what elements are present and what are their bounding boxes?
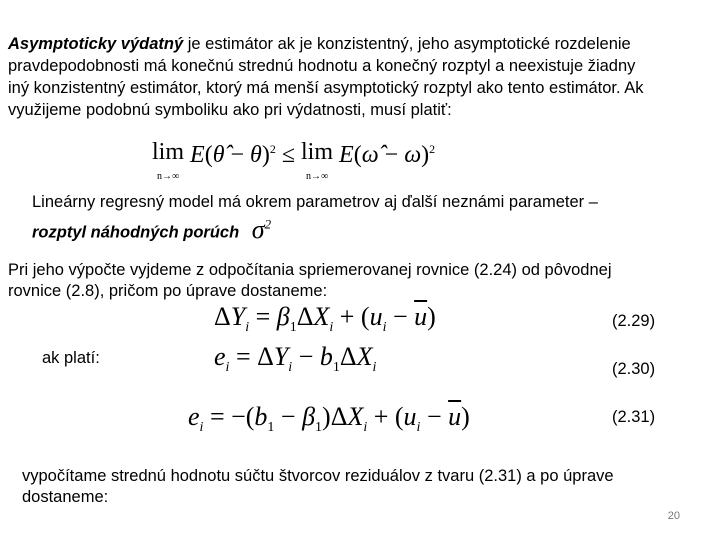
- para2-line2: [32, 213, 271, 244]
- equation-number-2-31: (2.31): [612, 408, 656, 426]
- para2-line1: Lineárny regresný model má okrem parametrov aj ďalší neznámi parameter –: [32, 193, 598, 211]
- equation-2-31: $e_i = -(b_1 - \beta_1)\Delta X_i + (u_i - \overline{u})$: [188, 402, 470, 435]
- para4-line2: dostaneme:: [22, 488, 109, 506]
- para1-line1: Asymptoticky výdatný je estimátor ak je konzistentný, jeho asymptotické rozdelenie: [8, 35, 631, 53]
- equation-2-30: $e_i = \Delta Y_i - b_1\Delta X_i$: [214, 342, 377, 375]
- para4-line1: vypočítame strednú hodnotu súčtu štvorcov reziduálov z tvaru (2.31) a po úprave: [22, 467, 614, 485]
- sigma-symbol: $\sigma^2$: [251, 214, 272, 244]
- para3-line2: rovnice (2.8), pričom po úprave dostaneme:: [8, 282, 328, 300]
- equation-number-2-29: (2.29): [612, 312, 656, 330]
- para1-line3: iný konzistentný estimátor, ktorý má menší asymptotický rozptyl ako tento estimátor. Ak: [8, 79, 644, 97]
- equation-2-29: $\Delta Y_i = \beta_1\Delta X_i + (u_i - \overline{u})$: [214, 302, 436, 335]
- term-disturbance-variance: rozptyl náhodných porúch: [32, 223, 240, 242]
- para1-line4: využijeme podobnú symboliku ako pri výdatnosti, musí platiť:: [8, 101, 452, 119]
- term-asymptotic-efficient: Asymptoticky výdatný: [8, 35, 184, 53]
- para1-line2: pravdepodobnosti má konečnú strednú hodnotu a konečný rozptyl a neexistuje žiadny: [8, 57, 636, 75]
- para3-line1: Pri jeho výpočte vyjdeme z odpočítania spriemerovanej rovnice (2.24) od pôvodnej: [8, 261, 612, 279]
- equation-number-2-30: (2.30): [612, 360, 656, 378]
- page-number: 20: [667, 510, 680, 522]
- ak-plati-label: ak platí:: [42, 349, 100, 367]
- limit-inequality-formula: lim n→∞ E(θ̂ − θ)$^2$ ≤ lim n→∞ E(ω̂ − ω)$^2$: [152, 139, 436, 182]
